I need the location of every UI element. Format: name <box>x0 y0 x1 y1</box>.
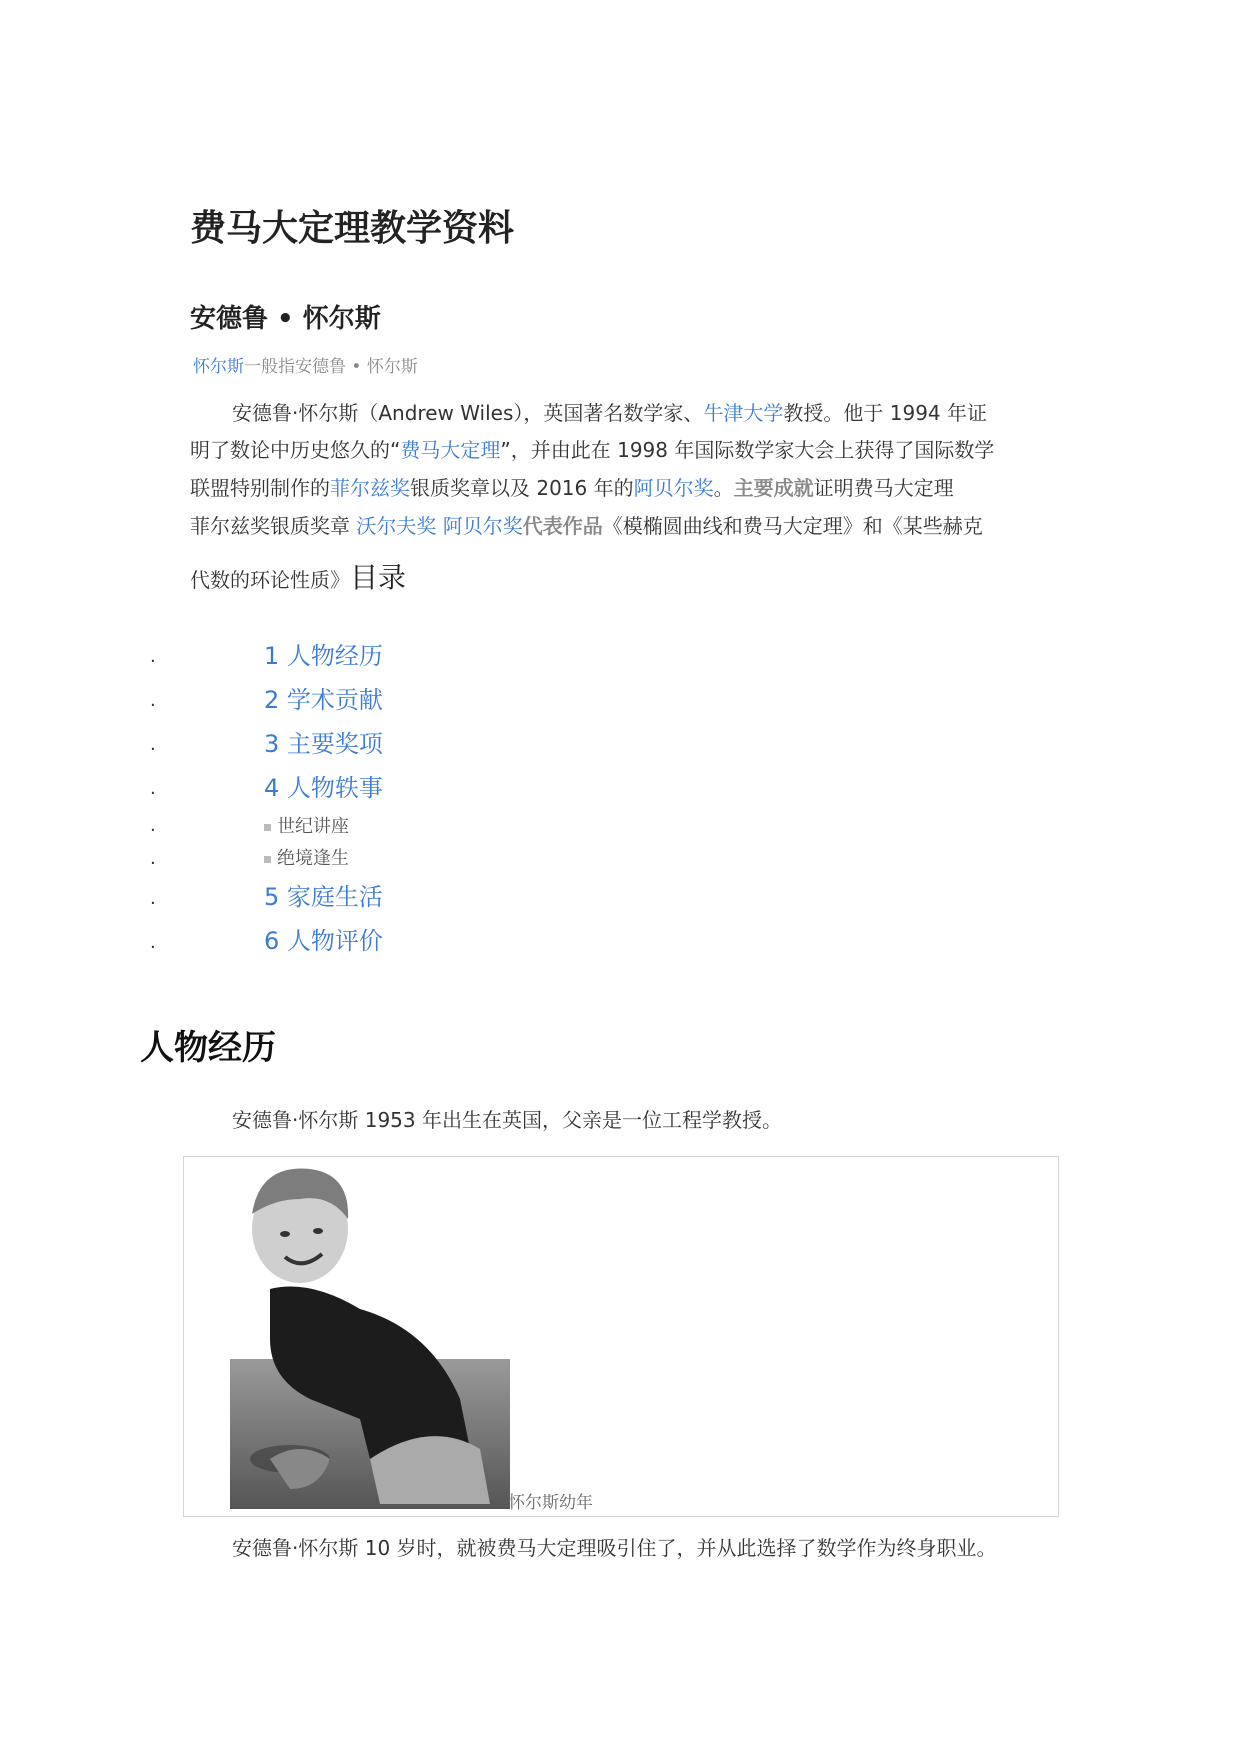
document-title: 费马大定理教学资料 <box>190 208 515 249</box>
abel-prize-link-2[interactable]: 阿贝尔奖 <box>442 514 523 538</box>
summary-text: 银质奖章以及 2016 年的 <box>410 476 634 500</box>
section-intro: 安德鲁·怀尔斯 1953 年出生在英国，父亲是一位工程学教授。 <box>232 1108 782 1132</box>
toc-bullet: . <box>150 734 156 755</box>
photo-frame <box>183 1156 1059 1517</box>
toc-bullet: . <box>150 848 156 869</box>
square-bullet-icon <box>264 824 271 831</box>
toc-bullet: . <box>150 888 156 909</box>
summary-text: 教授。他于 1994 年证 <box>783 401 988 425</box>
toc-bullet: . <box>150 646 156 667</box>
toc-bullet: . <box>150 690 156 711</box>
disambiguation-note <box>193 352 418 377</box>
fields-medal-link[interactable]: 菲尔兹奖 <box>330 476 410 500</box>
summary-text: 证明费马大定理 <box>813 476 954 500</box>
toc-bullet: . <box>150 778 156 799</box>
wolf-prize-link[interactable]: 沃尔夫奖 <box>356 514 437 538</box>
summary-line-4 <box>190 510 983 539</box>
disambiguation-link[interactable]: 怀尔斯 <box>193 357 244 377</box>
fermat-theorem-link[interactable]: 费马大定理 <box>400 438 501 462</box>
summary-text: 代数的环论性质》 <box>190 568 350 592</box>
oxford-link[interactable]: 牛津大学 <box>703 401 784 425</box>
toc-subitem-2[interactable] <box>264 844 349 870</box>
summary-text: 明了数论中历史悠久的“ <box>190 438 401 462</box>
toc-bullet: . <box>150 815 156 836</box>
toc-bullet: . <box>150 932 156 953</box>
summary-line-2 <box>190 434 994 463</box>
summary-line-5 <box>190 556 406 596</box>
summary-line-1 <box>232 397 987 426</box>
section-title: 人物经历 <box>140 1028 276 1068</box>
photo-caption: 怀尔斯幼年 <box>508 1493 593 1513</box>
toc-subitem-label: 世纪讲座 <box>277 816 349 837</box>
abel-prize-link[interactable]: 阿贝尔奖 <box>633 476 714 500</box>
toc-subitem-1[interactable] <box>264 812 349 838</box>
summary-text: 菲尔兹奖银质奖章 <box>190 514 357 538</box>
child-photo[interactable] <box>230 1159 510 1509</box>
section-paragraph: 安德鲁·怀尔斯 10 岁时，就被费马大定理吸引住了，并从此选择了数学作为终身职业。 <box>232 1536 997 1560</box>
person-title: 安德鲁 • 怀尔斯 <box>190 304 381 334</box>
summary-text: 。 <box>713 476 734 500</box>
summary-text: 联盟特别制作的 <box>190 476 330 500</box>
toc-heading: 目录 <box>350 561 407 594</box>
toc-item-5[interactable]: 5 家庭生活 <box>264 883 383 911</box>
summary-text: 安德鲁·怀尔斯（Andrew Wiles），英国著名数学家、 <box>232 401 704 425</box>
disambiguation-text: 一般指安德鲁 • 怀尔斯 <box>244 357 418 377</box>
toc-item-4[interactable]: 4 人物轶事 <box>264 774 383 802</box>
summary-text: 《模椭圆曲线和费马大定理》和《某些赫克 <box>602 514 983 538</box>
summary-line-3 <box>190 472 954 501</box>
summary-text: ”，并由此在 1998 年国际数学家大会上获得了国际数学 <box>500 438 995 462</box>
toc-item-2[interactable]: 2 学术贡献 <box>264 686 383 714</box>
works-label: 代表作品 <box>522 514 603 538</box>
toc-item-6[interactable]: 6 人物评价 <box>264 927 383 955</box>
square-bullet-icon <box>264 856 271 863</box>
achievement-label: 主要成就 <box>733 476 814 500</box>
toc-subitem-label: 绝境逢生 <box>277 848 349 869</box>
toc-item-3[interactable]: 3 主要奖项 <box>264 730 383 758</box>
toc-item-1[interactable]: 1 人物经历 <box>264 642 383 670</box>
